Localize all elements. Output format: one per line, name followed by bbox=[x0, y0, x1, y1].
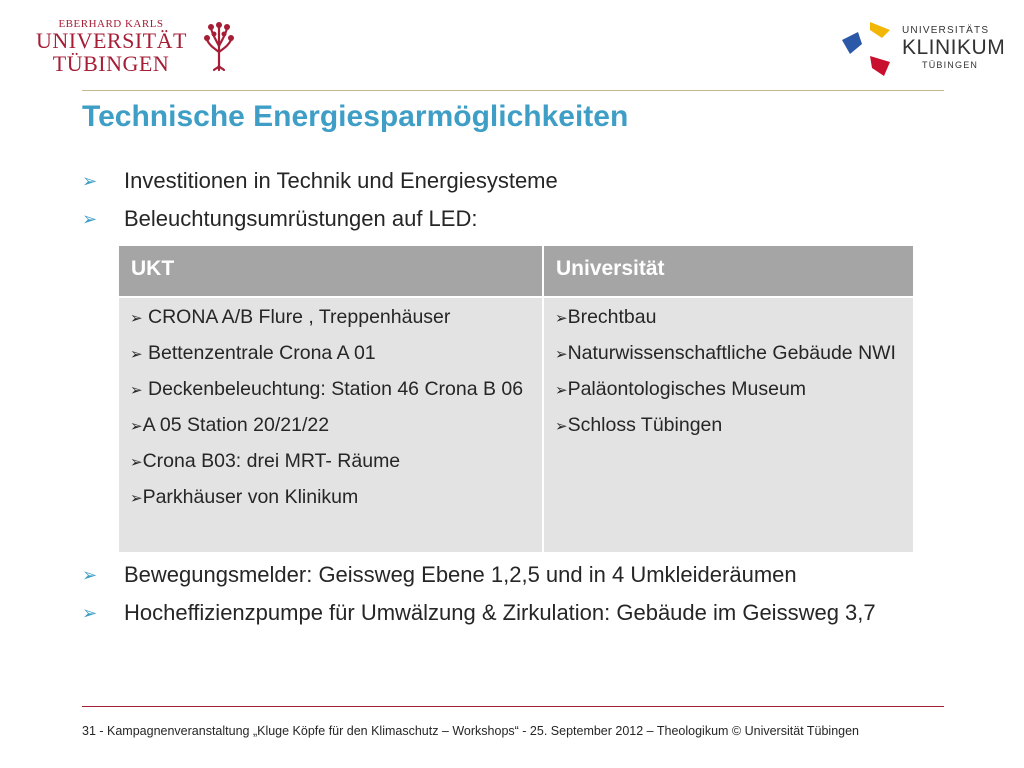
university-logo-line3: TÜBINGEN bbox=[52, 51, 170, 76]
arrow-bullet-icon: ➢ bbox=[82, 565, 98, 585]
list-item-text: Deckenbeleuchtung: Station 46 Crona B 06 bbox=[142, 378, 524, 400]
slide-footer: 31 - Kampagnenveranstaltung „Kluge Köpfe für den Klimaschutz – Workshops“ - 25. September 2012 – Theologikum © Universität Tübingen bbox=[82, 724, 860, 738]
table-header-ukt: UKT bbox=[119, 246, 542, 296]
list-item bbox=[555, 412, 903, 440]
header-rule bbox=[82, 90, 944, 91]
table-cell-ukt bbox=[119, 298, 542, 552]
list-item-text: Schloss Tübingen bbox=[567, 414, 723, 436]
arrow-bullet-icon: ➢ bbox=[130, 490, 143, 507]
university-logo-line1: EBERHARD KARLS bbox=[58, 18, 164, 30]
arrow-bullet-icon: ➢ bbox=[130, 382, 143, 399]
list-item bbox=[130, 376, 532, 404]
table-header-universitaet: Universität bbox=[544, 246, 913, 296]
list-item-text: Crona B03: drei MRT- Räume bbox=[142, 450, 401, 472]
list-item-text: Bettenzentrale Crona A 01 bbox=[142, 342, 376, 364]
arrow-bullet-icon: ➢ bbox=[555, 346, 568, 363]
arrow-bullet-icon: ➢ bbox=[130, 346, 143, 363]
bullet-text: Investitionen in Technik und Energiesysteme bbox=[124, 168, 558, 193]
clinic-arrows-icon bbox=[840, 20, 900, 80]
list-item-text: CRONA A/B Flure , Treppenhäuser bbox=[142, 306, 451, 328]
led-table bbox=[119, 246, 913, 552]
bullet-text: Hocheffizienzpumpe für Umwälzung & Zirkulation: Gebäude im Geissweg 3,7 bbox=[124, 600, 876, 625]
list-item-text: Paläontologisches Museum bbox=[567, 378, 807, 400]
arrow-bullet-icon: ➢ bbox=[130, 310, 143, 327]
arrow-bullet-icon: ➢ bbox=[130, 418, 143, 435]
list-item-text: Naturwissenschaftliche Gebäude NWI bbox=[567, 342, 896, 364]
bullet-item bbox=[82, 560, 882, 590]
list-item bbox=[130, 484, 532, 512]
clinic-logo-line3: TÜBINGEN bbox=[922, 60, 979, 70]
arrow-bullet-icon: ➢ bbox=[82, 603, 98, 623]
slide-title: Technische Energiesparmöglichkeiten bbox=[82, 100, 629, 133]
table-cell-universitaet bbox=[544, 298, 913, 552]
arrow-bullet-icon: ➢ bbox=[555, 418, 568, 435]
bullet-item bbox=[82, 166, 882, 196]
arrow-bullet-icon: ➢ bbox=[82, 171, 98, 191]
list-item bbox=[130, 448, 532, 476]
bullet-item bbox=[82, 598, 882, 628]
tree-emblem-icon bbox=[202, 22, 236, 72]
list-item bbox=[555, 376, 903, 404]
arrow-bullet-icon: ➢ bbox=[555, 310, 568, 327]
list-item bbox=[130, 304, 532, 332]
clinic-logo bbox=[840, 20, 1010, 80]
list-item-text: Brechtbau bbox=[567, 306, 657, 328]
bullet-text: Bewegungsmelder: Geissweg Ebene 1,2,5 und in 4 Umkleideräumen bbox=[124, 562, 797, 587]
footer-rule bbox=[82, 706, 944, 707]
arrow-bullet-icon: ➢ bbox=[82, 209, 98, 229]
arrow-bullet-icon: ➢ bbox=[130, 454, 143, 471]
bullet-list-top bbox=[82, 166, 882, 242]
bullet-list-bottom bbox=[82, 560, 882, 636]
university-logo bbox=[36, 18, 186, 74]
clinic-logo-line1: UNIVERSITÄTS bbox=[902, 25, 990, 36]
arrow-bullet-icon: ➢ bbox=[555, 382, 568, 399]
bullet-item bbox=[82, 204, 882, 234]
list-item-text: A 05 Station 20/21/22 bbox=[142, 414, 330, 436]
bullet-text: Beleuchtungsumrüstungen auf LED: bbox=[124, 206, 478, 231]
list-item bbox=[130, 340, 532, 368]
list-item-text: Parkhäuser von Klinikum bbox=[142, 486, 359, 508]
list-item bbox=[555, 304, 903, 332]
list-item bbox=[555, 340, 903, 368]
university-logo-line2: UNIVERSITÄT bbox=[36, 28, 187, 53]
clinic-logo-line2: KLINIKUM bbox=[902, 36, 1006, 59]
list-item bbox=[130, 412, 532, 440]
